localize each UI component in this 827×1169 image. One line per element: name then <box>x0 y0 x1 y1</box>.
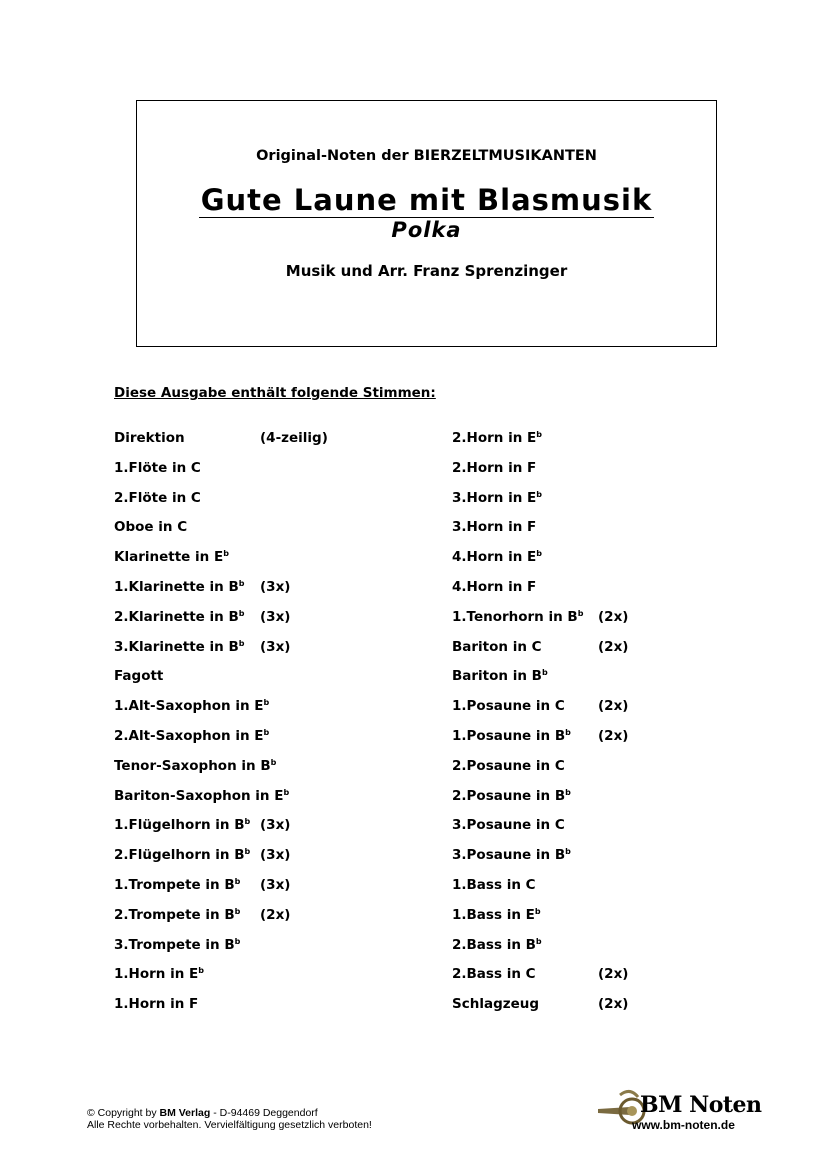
part-count: (4-zeilig) <box>260 430 328 446</box>
part-key-superscript: b <box>577 609 584 618</box>
part-count: (3x) <box>260 817 291 833</box>
part-item <box>452 548 542 566</box>
part-item <box>452 489 542 507</box>
part-count: (2x) <box>598 996 629 1012</box>
part-name: Schlagzeug <box>452 996 540 1012</box>
part-key-superscript: b <box>234 907 241 916</box>
part-key-superscript: b <box>565 728 571 737</box>
part-name: 3.Trompete in B <box>114 937 235 953</box>
part-name: 1.Tenorhorn in B <box>452 609 578 625</box>
part-key-superscript: b <box>535 937 542 946</box>
part-item <box>114 518 187 536</box>
part-item <box>114 816 250 834</box>
part-key-superscript: b <box>238 579 245 588</box>
part-key-superscript: b <box>238 609 245 618</box>
part-item <box>452 518 536 536</box>
part-count: (3x) <box>260 579 291 595</box>
part-name: 4.Horn in E <box>452 549 537 565</box>
part-key-superscript: b <box>263 728 270 737</box>
part-item <box>452 697 565 715</box>
part-name: Oboe in C <box>114 519 188 535</box>
part-name: 3.Posaune in B <box>452 847 566 863</box>
title-box <box>136 100 717 347</box>
part-item <box>452 608 583 626</box>
part-name: 2.Horn in F <box>452 460 537 476</box>
part-item <box>452 876 536 894</box>
part-item <box>114 936 240 954</box>
part-name: 2.Flügelhorn in B <box>114 847 245 863</box>
part-key-superscript: b <box>244 817 251 826</box>
part-name: Fagott <box>114 668 164 684</box>
part-key-superscript: b <box>536 549 542 558</box>
part-key-superscript: b <box>536 490 542 499</box>
part-item <box>114 995 198 1013</box>
part-key-superscript: b <box>234 937 241 946</box>
part-name: Tenor-Saxophon in B <box>114 758 271 774</box>
part-name: 1.Horn in F <box>114 996 199 1012</box>
part-item <box>452 429 542 447</box>
part-name: 1.Trompete in B <box>114 877 235 893</box>
part-key-superscript: b <box>283 788 290 797</box>
part-item <box>452 578 536 596</box>
part-name: 3.Horn in E <box>452 490 537 506</box>
part-item <box>114 906 240 924</box>
piece-title <box>137 183 716 217</box>
part-key-superscript: b <box>536 430 542 439</box>
part-item <box>114 548 229 566</box>
brand-url: www.bm-noten.de <box>632 1118 735 1132</box>
footer-copyright <box>87 1107 372 1131</box>
part-key-superscript: b <box>541 668 548 677</box>
part-item <box>452 757 565 775</box>
part-name: 1.Flügelhorn in B <box>114 817 245 833</box>
part-name: 3.Klarinette in B <box>114 639 239 655</box>
publisher-name: BM Verlag <box>159 1107 211 1119</box>
part-name: 1.Bass in C <box>452 877 536 893</box>
rights-line: Alle Rechte vorbehalten. Vervielfältigung gesetzlich verboten! <box>87 1119 372 1131</box>
part-item <box>114 429 185 447</box>
part-key-superscript: b <box>244 847 251 856</box>
part-name: Direktion <box>114 430 185 446</box>
part-name: 2.Posaune in B <box>452 788 566 804</box>
part-name: 2.Bass in B <box>452 937 536 953</box>
part-key-superscript: b <box>270 758 277 767</box>
part-name: Bariton-Saxophon in E <box>114 788 284 804</box>
part-count: (3x) <box>260 609 291 625</box>
part-name: Bariton in B <box>452 668 542 684</box>
part-item <box>452 995 539 1013</box>
part-key-superscript: b <box>198 966 204 975</box>
part-name: 1.Flöte in C <box>114 460 201 476</box>
part-key-superscript: b <box>565 847 571 856</box>
piece-subtitle: Polka <box>391 218 462 242</box>
part-item <box>114 578 245 596</box>
composer-line: Musik und Arr. Franz Sprenzinger <box>285 262 568 280</box>
part-item <box>452 965 536 983</box>
part-name: 4.Horn in F <box>452 579 537 595</box>
part-item <box>452 846 571 864</box>
part-name: 1.Horn in E <box>114 966 199 982</box>
part-item <box>114 489 201 507</box>
part-item <box>452 816 565 834</box>
part-key-superscript: b <box>223 549 229 558</box>
part-key-superscript: b <box>234 877 241 886</box>
part-key-superscript: b <box>238 639 245 648</box>
part-item <box>114 965 204 983</box>
parts-heading: Diese Ausgabe enthält folgende Stimmen: <box>114 385 436 401</box>
part-item <box>114 459 201 477</box>
part-item <box>114 727 269 745</box>
copyright-line <box>87 1107 372 1119</box>
part-count: (2x) <box>598 698 629 714</box>
part-key-superscript: b <box>565 788 571 797</box>
part-item <box>452 638 542 656</box>
part-name: Klarinette in E <box>114 549 224 565</box>
part-item <box>452 787 571 805</box>
part-item <box>114 697 269 715</box>
part-count: (3x) <box>260 639 291 655</box>
part-count: (2x) <box>598 728 629 744</box>
part-name: 1.Posaune in B <box>452 728 566 744</box>
part-name: 2.Posaune in C <box>452 758 565 774</box>
publisher-address: - D-94469 Deggendorf <box>210 1107 318 1119</box>
copyright-prefix: © Copyright by <box>87 1107 160 1119</box>
part-item <box>114 638 245 656</box>
part-key-superscript: b <box>534 907 541 916</box>
part-name: 2.Flöte in C <box>114 490 201 506</box>
part-name: Bariton in C <box>452 639 542 655</box>
part-name: 3.Posaune in C <box>452 817 565 833</box>
part-count: (2x) <box>598 639 629 655</box>
part-item <box>114 608 245 626</box>
part-name: 2.Horn in E <box>452 430 537 446</box>
part-item <box>114 876 240 894</box>
part-count: (3x) <box>260 877 291 893</box>
part-item <box>114 846 250 864</box>
part-item <box>452 936 542 954</box>
part-name: 1.Bass in E <box>452 907 535 923</box>
part-name: 1.Klarinette in B <box>114 579 239 595</box>
part-item <box>452 906 541 924</box>
part-item <box>452 727 571 745</box>
part-name: 1.Alt-Saxophon in E <box>114 698 264 714</box>
part-item <box>114 667 163 685</box>
part-name: 2.Alt-Saxophon in E <box>114 728 264 744</box>
part-name: 2.Trompete in B <box>114 907 235 923</box>
brand-logo-text: BM Noten <box>640 1092 762 1118</box>
part-count: (3x) <box>260 847 291 863</box>
publisher-line: Original-Noten der BIERZELTMUSIKANTEN <box>256 148 597 164</box>
part-key-superscript: b <box>263 698 270 707</box>
part-count: (2x) <box>598 609 629 625</box>
part-count: (2x) <box>260 907 291 923</box>
part-item <box>114 787 289 805</box>
part-name: 2.Klarinette in B <box>114 609 239 625</box>
part-item <box>114 757 276 775</box>
part-count: (2x) <box>598 966 629 982</box>
part-name: 3.Horn in F <box>452 519 537 535</box>
part-name: 1.Posaune in C <box>452 698 565 714</box>
part-item <box>452 667 548 685</box>
piece-title-text: Gute Laune mit Blasmusik <box>200 183 653 217</box>
part-name: 2.Bass in C <box>452 966 536 982</box>
part-item <box>452 459 536 477</box>
